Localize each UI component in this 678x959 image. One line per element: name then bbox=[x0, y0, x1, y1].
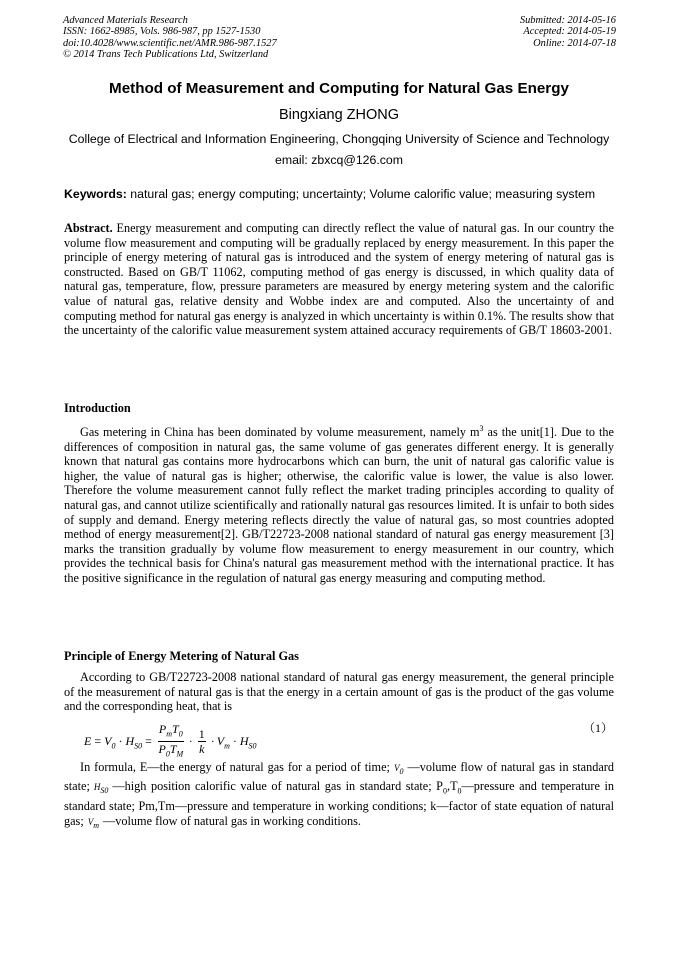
keywords-text: natural gas; energy computing; uncertainty; Volume calorific value; measuring system bbox=[130, 187, 596, 201]
submitted-date: Submitted: 2014-05-16 bbox=[519, 15, 616, 26]
equation-number: （1） bbox=[582, 721, 613, 735]
v0-symbol: $V_0$ bbox=[393, 763, 404, 776]
doi-line: doi:10.4028/www.scientific.net/AMR.986-987.1527 bbox=[63, 37, 277, 49]
author-email: email: zbxcq@126.com bbox=[275, 153, 403, 167]
introduction-paragraph bbox=[64, 422, 614, 586]
vm-symbol: $V_m$ bbox=[87, 817, 100, 830]
note-part-1: In formula, E—the energy of natural gas for a period of time; bbox=[80, 760, 390, 774]
abstract-text: Energy measurement and computing can directly reflect the value of natural gas. In our country the volume flow measurement and computing will be gradually replaced by energy measurement. In this paper the principle of energy metering of natural gas is introduced and the system of energy metering of natural gas is constructed. Based on GB/T 11062, computing method of gas energy is discussed, in which quality data of natural gas, temperature, flow, pressure parameters are measured by energy metering system and the calorific value of natural gas, relative density and Wobbe index are and computed. Also the uncertainty of and computing method for natural gas energy is analyzed in which uncertainty is within 0.1%. The results show that the uncertainty of the calorific value measurement system attained accuracy requirements of GB/T 18603-2001. bbox=[64, 221, 614, 338]
copyright-line: © 2014 Trans Tech Publications Ltd, Switzerland bbox=[63, 49, 269, 61]
note-part-2: —volume flow of natural gas in standard state; bbox=[64, 760, 614, 794]
energy-formula: E = $V_0$ · $H_{S0}$ = $\frac{P_mT_0}{P_0T_M}$ · $\frac{1}{k}$ · $V_m$ · $H_{S0}$ bbox=[84, 722, 257, 759]
intro-text-b: as the unit[1]. Due to the differences of composition in natural gas, the same volume of gas generates different energy. It is generally known that natural gas contains more hydrocarbons which can burn, the unit of natural gas calorific value is higher, the value of natural gas is higher; otherwise, the calorific value is lower, the value is also lower. Therefore the volume measurement cannot fully reflect the market trading principles according to quality of natural gas, and cannot utilize scientifically and rationally natural gas resources limited. It is unfair to both sides of supply and demand. Energy metering reflects directly the value of natural gas, so most countries adopted method of energy measurement[2]. GB/T22723-2008 national standard of natural gas energy measurement [3] marks the transition gradually by volume flow measurement to energy measurement in our country, which provides the technical basis for China's natural gas measurement method with the international practice. It has the positive significance in the regulation of natural gas energy measuring and computing method. bbox=[64, 425, 614, 586]
abstract bbox=[64, 221, 614, 338]
intro-superscript: 3 bbox=[479, 424, 484, 433]
accepted-date: Accepted: 2014-05-19 bbox=[523, 26, 616, 38]
note-part-3: —high position calorific value of natural gas in standard state; P bbox=[112, 779, 443, 794]
introduction-heading: Introduction bbox=[64, 401, 131, 415]
dates-info bbox=[520, 15, 616, 49]
journal-name: Advanced Materials Research bbox=[63, 15, 188, 26]
paper-title: Method of Measurement and Computing for Natural Gas Energy bbox=[109, 80, 569, 97]
keywords-label: Keywords: bbox=[64, 187, 127, 201]
formula-explanation: In formula, E—the energy of natural gas for a period of time; $V_0$ —volume flow of natural gas in standard state; $H_{S0}$ —high position calorific value of natural gas in standard state; $P_0,T_0—pressure$ and temperature in standard state; Pm,Tm—pressure and temperature in working conditions; k—factor of state equation of natural gas; $V_m$ —volume flow of natural gas in working conditions. bbox=[64, 760, 614, 830]
hs0-symbol: $H_{S0}$ bbox=[93, 782, 109, 796]
keywords-line bbox=[64, 187, 624, 201]
journal-info bbox=[63, 15, 277, 61]
online-date: Online: 2014-07-18 bbox=[533, 37, 616, 49]
issn-line: ISSN: 1662-8985, Vols. 986-987, pp 1527-1530 bbox=[63, 26, 261, 38]
note-part-6: —volume flow of natural gas in working conditions. bbox=[103, 814, 361, 829]
intro-text-a: Gas metering in China has been dominated by volume measurement, namely m bbox=[80, 425, 480, 440]
author-name: Bingxiang ZHONG bbox=[278, 107, 400, 123]
principle-paragraph: According to GB/T22723-2008 national standard of natural gas energy measurement, the general principle of the measurement of natural gas is that the energy in a certain amount of gas is the product of the gas volume and the corresponding heat, that is bbox=[64, 670, 614, 714]
affiliation: College of Electrical and Information Engineering, Chongqing University of Science and Technology bbox=[68, 132, 610, 146]
principle-heading: Principle of Energy Metering of Natural Gas bbox=[64, 649, 299, 663]
note-part-4: ,T bbox=[447, 779, 458, 794]
abstract-label: Abstract. bbox=[64, 221, 113, 235]
note-part-5: —pressure and temperature in standard state; Pm,Tm—pressure and temperature in working conditions; k—factor of state equation of natural gas; bbox=[64, 779, 614, 829]
